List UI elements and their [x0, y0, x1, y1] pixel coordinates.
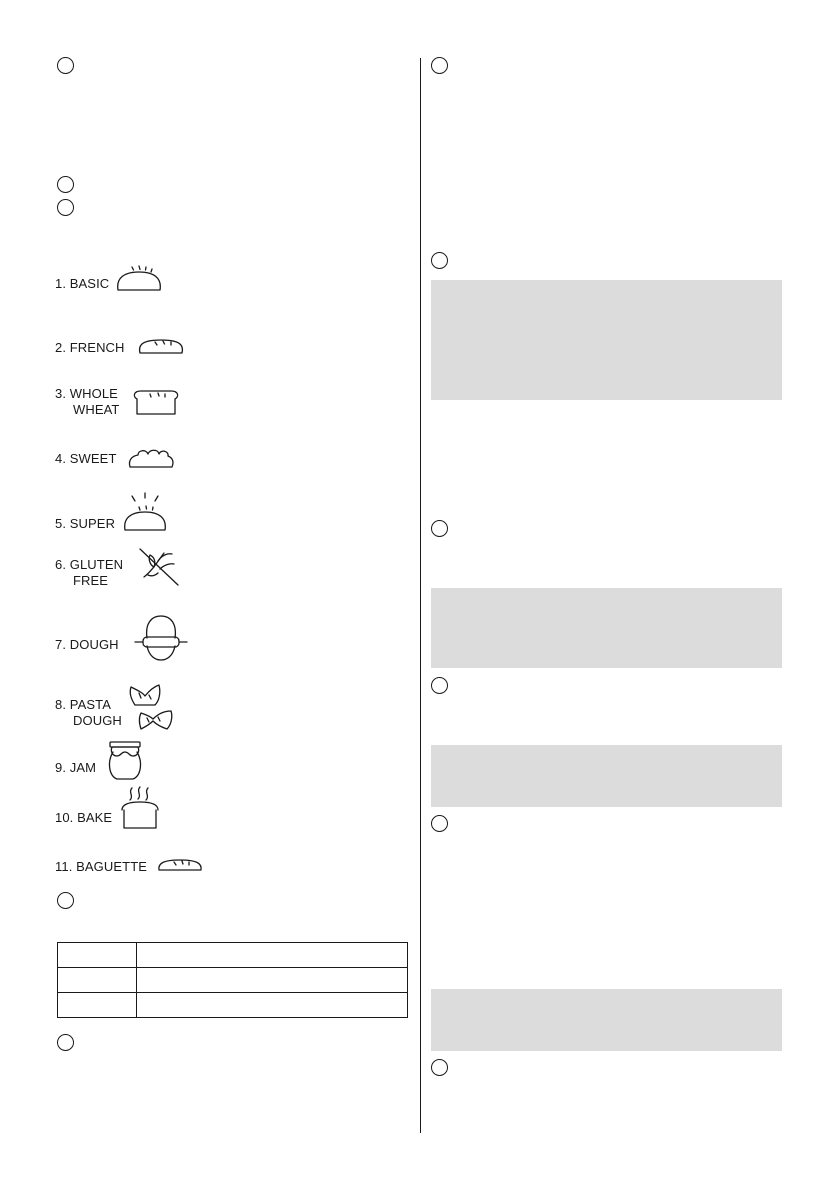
pasta-bow-icon [125, 683, 177, 731]
program-label-jam: 9. JAM [55, 760, 97, 775]
table-row [58, 993, 408, 1018]
note-box [431, 989, 782, 1051]
table-row [58, 943, 408, 968]
program-label-gluten-free: 6. GLUTEN FREE [55, 557, 124, 588]
program-label-bake: 10. BAKE [55, 810, 113, 825]
step-marker [57, 57, 74, 74]
column-divider [420, 58, 421, 1133]
note-box [431, 280, 782, 400]
info-table [57, 942, 408, 1018]
dough-rolling-pin-icon [133, 614, 189, 662]
step-marker [57, 892, 74, 909]
table-cell [137, 968, 408, 993]
table-cell [137, 943, 408, 968]
table-cell [137, 993, 408, 1018]
program-label-basic: 1. BASIC [55, 276, 110, 291]
step-marker [431, 57, 448, 74]
step-marker [57, 199, 74, 216]
step-marker [431, 252, 448, 269]
program-label-pasta-dough: 8. PASTA DOUGH [55, 697, 122, 728]
bake-steam-icon [118, 784, 162, 832]
table-row [58, 968, 408, 993]
gluten-free-icon [136, 545, 182, 589]
french-loaf-icon [136, 336, 186, 356]
program-label-baguette: 11. BAGUETTE [55, 859, 148, 874]
jam-jar-icon [107, 740, 143, 782]
baguette-icon [156, 855, 204, 873]
step-marker [431, 677, 448, 694]
super-loaf-icon [119, 492, 171, 534]
table-cell [58, 968, 137, 993]
program-label-dough: 7. DOUGH [55, 637, 119, 652]
step-marker [57, 1034, 74, 1051]
note-box [431, 745, 782, 807]
whole-wheat-loaf-icon [131, 387, 181, 417]
note-box [431, 588, 782, 668]
program-label-french: 2. FRENCH [55, 340, 125, 355]
program-label-whole-wheat: 3. WHOLE WHEAT [55, 386, 120, 417]
table-cell [58, 943, 137, 968]
sweet-loaf-icon [126, 446, 176, 470]
step-marker [431, 1059, 448, 1076]
step-marker [57, 176, 74, 193]
program-label-super: 5. SUPER [55, 516, 116, 531]
step-marker [431, 815, 448, 832]
table-cell [58, 993, 137, 1018]
program-label-sweet: 4. SWEET [55, 451, 117, 466]
basic-loaf-icon [114, 264, 164, 294]
step-marker [431, 520, 448, 537]
